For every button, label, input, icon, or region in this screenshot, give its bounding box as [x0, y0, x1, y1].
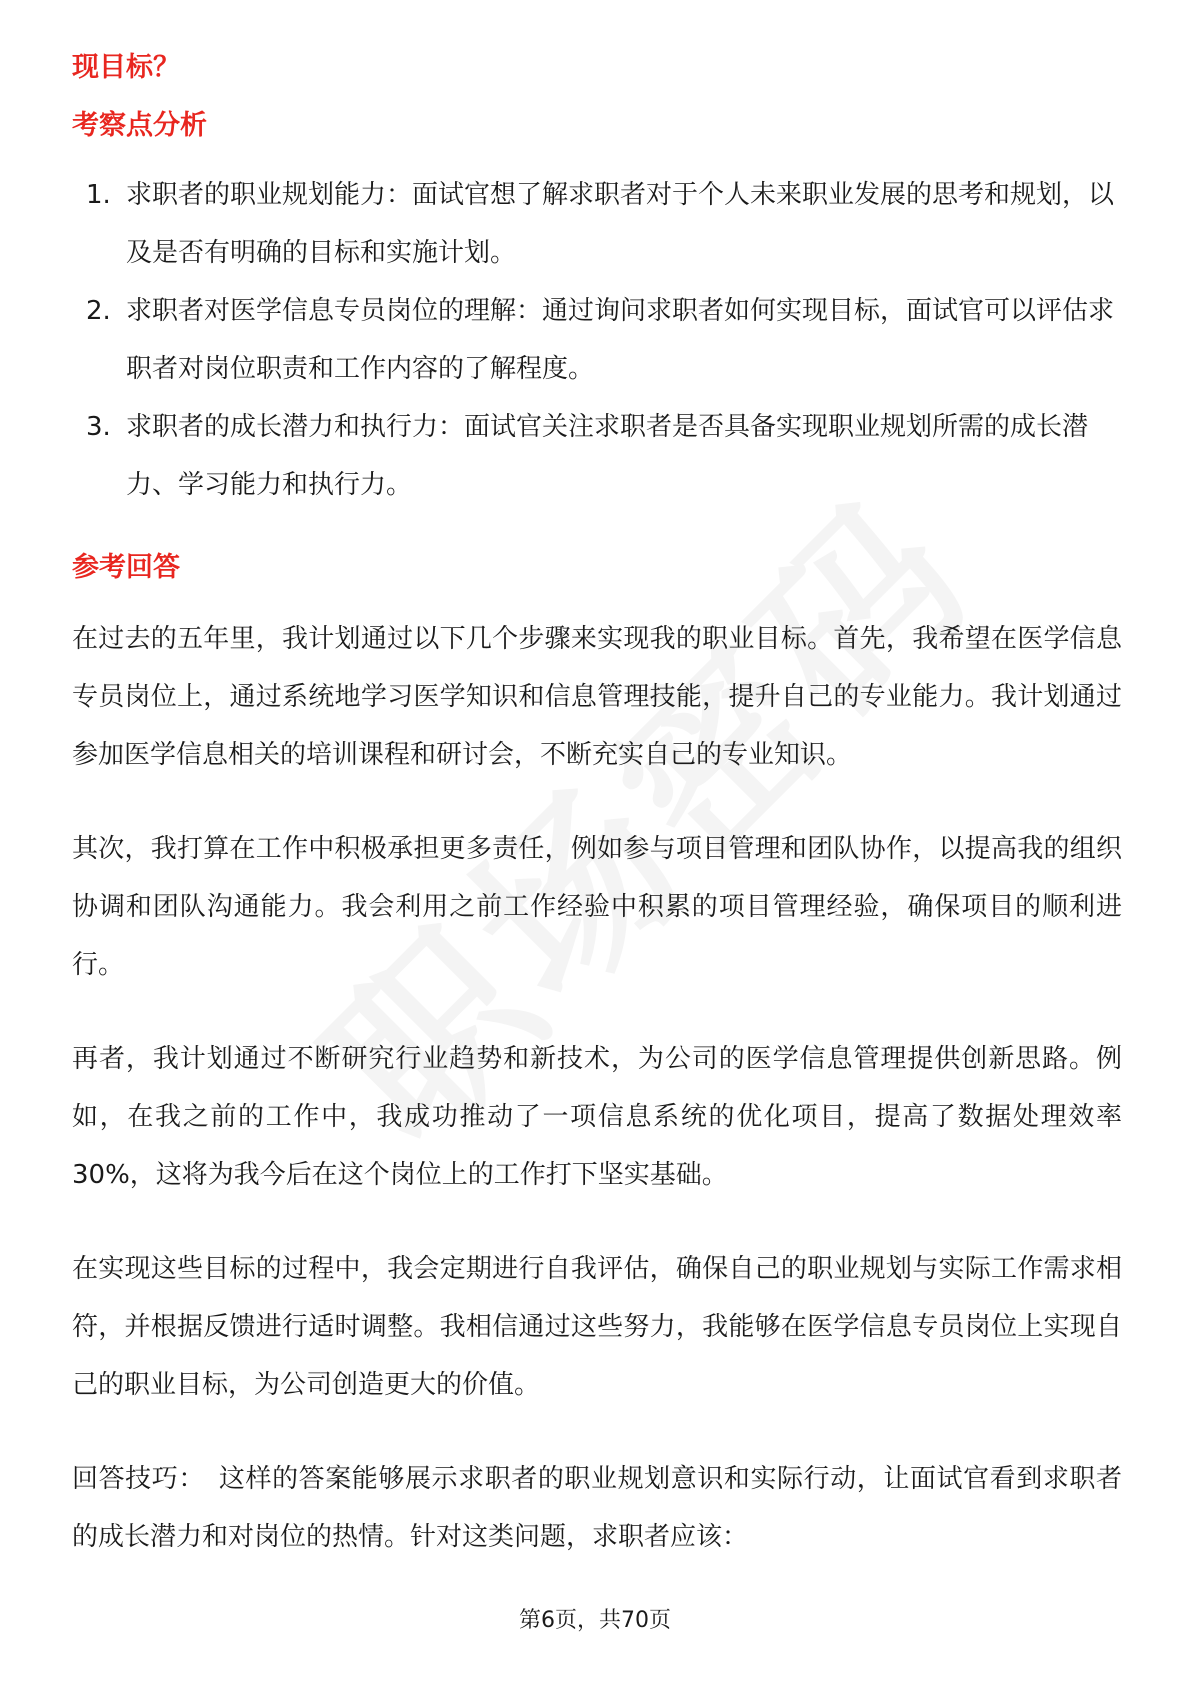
- tip-label: 回答技巧：: [72, 1464, 205, 1494]
- list-item: [72, 166, 1122, 282]
- list-item-number: 1.: [86, 180, 111, 210]
- answer-paragraph: 其次，我打算在工作中积极承担更多责任，例如参与项目管理和团队协作，以提高我的组织协调和团队沟通能力。我会利用之前工作经验中积累的项目管理经验，确保项目的顺利进行。: [72, 834, 1122, 980]
- list-item-number: 2.: [86, 296, 111, 326]
- page-number: 第6页，共70页: [519, 1608, 671, 1633]
- answer-tip: [72, 1450, 1122, 1566]
- heading-answer: 参考回答: [72, 552, 180, 583]
- tip-text: 这样的答案能够展示求职者的职业规划意识和实际行动，让面试官看到求职者的成长潜力和对岗位的热情。针对这类问题，求职者应该：: [72, 1464, 1122, 1552]
- heading-top: 现目标？: [72, 52, 180, 83]
- answer-paragraph: 在过去的五年里，我计划通过以下几个步骤来实现我的职业目标。首先，我希望在医学信息专员岗位上，通过系统地学习医学知识和信息管理技能，提升自己的专业能力。我计划通过参加医学信息相关的培训课程和研讨会，不断充实自己的专业知识。: [72, 624, 1122, 770]
- answer-paragraph: 在实现这些目标的过程中，我会定期进行自我评估，确保自己的职业规划与实际工作需求相符，并根据反馈进行适时调整。我相信通过这些努力，我能够在医学信息专员岗位上实现自己的职业目标，为公司创造更大的价值。: [72, 1254, 1122, 1400]
- list-item-text: 求职者对医学信息专员岗位的理解：通过询问求职者如何实现目标，面试官可以评估求职者对岗位职责和工作内容的了解程度。: [126, 296, 1115, 384]
- list-item: [72, 398, 1122, 514]
- list-item-text: 求职者的成长潜力和执行力：面试官关注求职者是否具备实现职业规划所需的成长潜力、学习能力和执行力。: [126, 412, 1089, 500]
- list-item-text: 求职者的职业规划能力：面试官想了解求职者对于个人未来职业发展的思考和规划，以及是否有明确的目标和实施计划。: [126, 180, 1115, 268]
- answer-paragraph: 再者，我计划通过不断研究行业趋势和新技术，为公司的医学信息管理提供创新思路。例如，在我之前的工作中，我成功推动了一项信息系统的优化项目，提高了数据处理效率30%，这将为我今后在这个岗位上的工作打下坚实基础。: [72, 1044, 1122, 1190]
- heading-analysis: 考察点分析: [72, 110, 207, 141]
- page-content: [72, 48, 1122, 1566]
- analysis-points-list: [72, 166, 1122, 514]
- list-item-number: 3.: [86, 412, 111, 442]
- list-item: [72, 282, 1122, 398]
